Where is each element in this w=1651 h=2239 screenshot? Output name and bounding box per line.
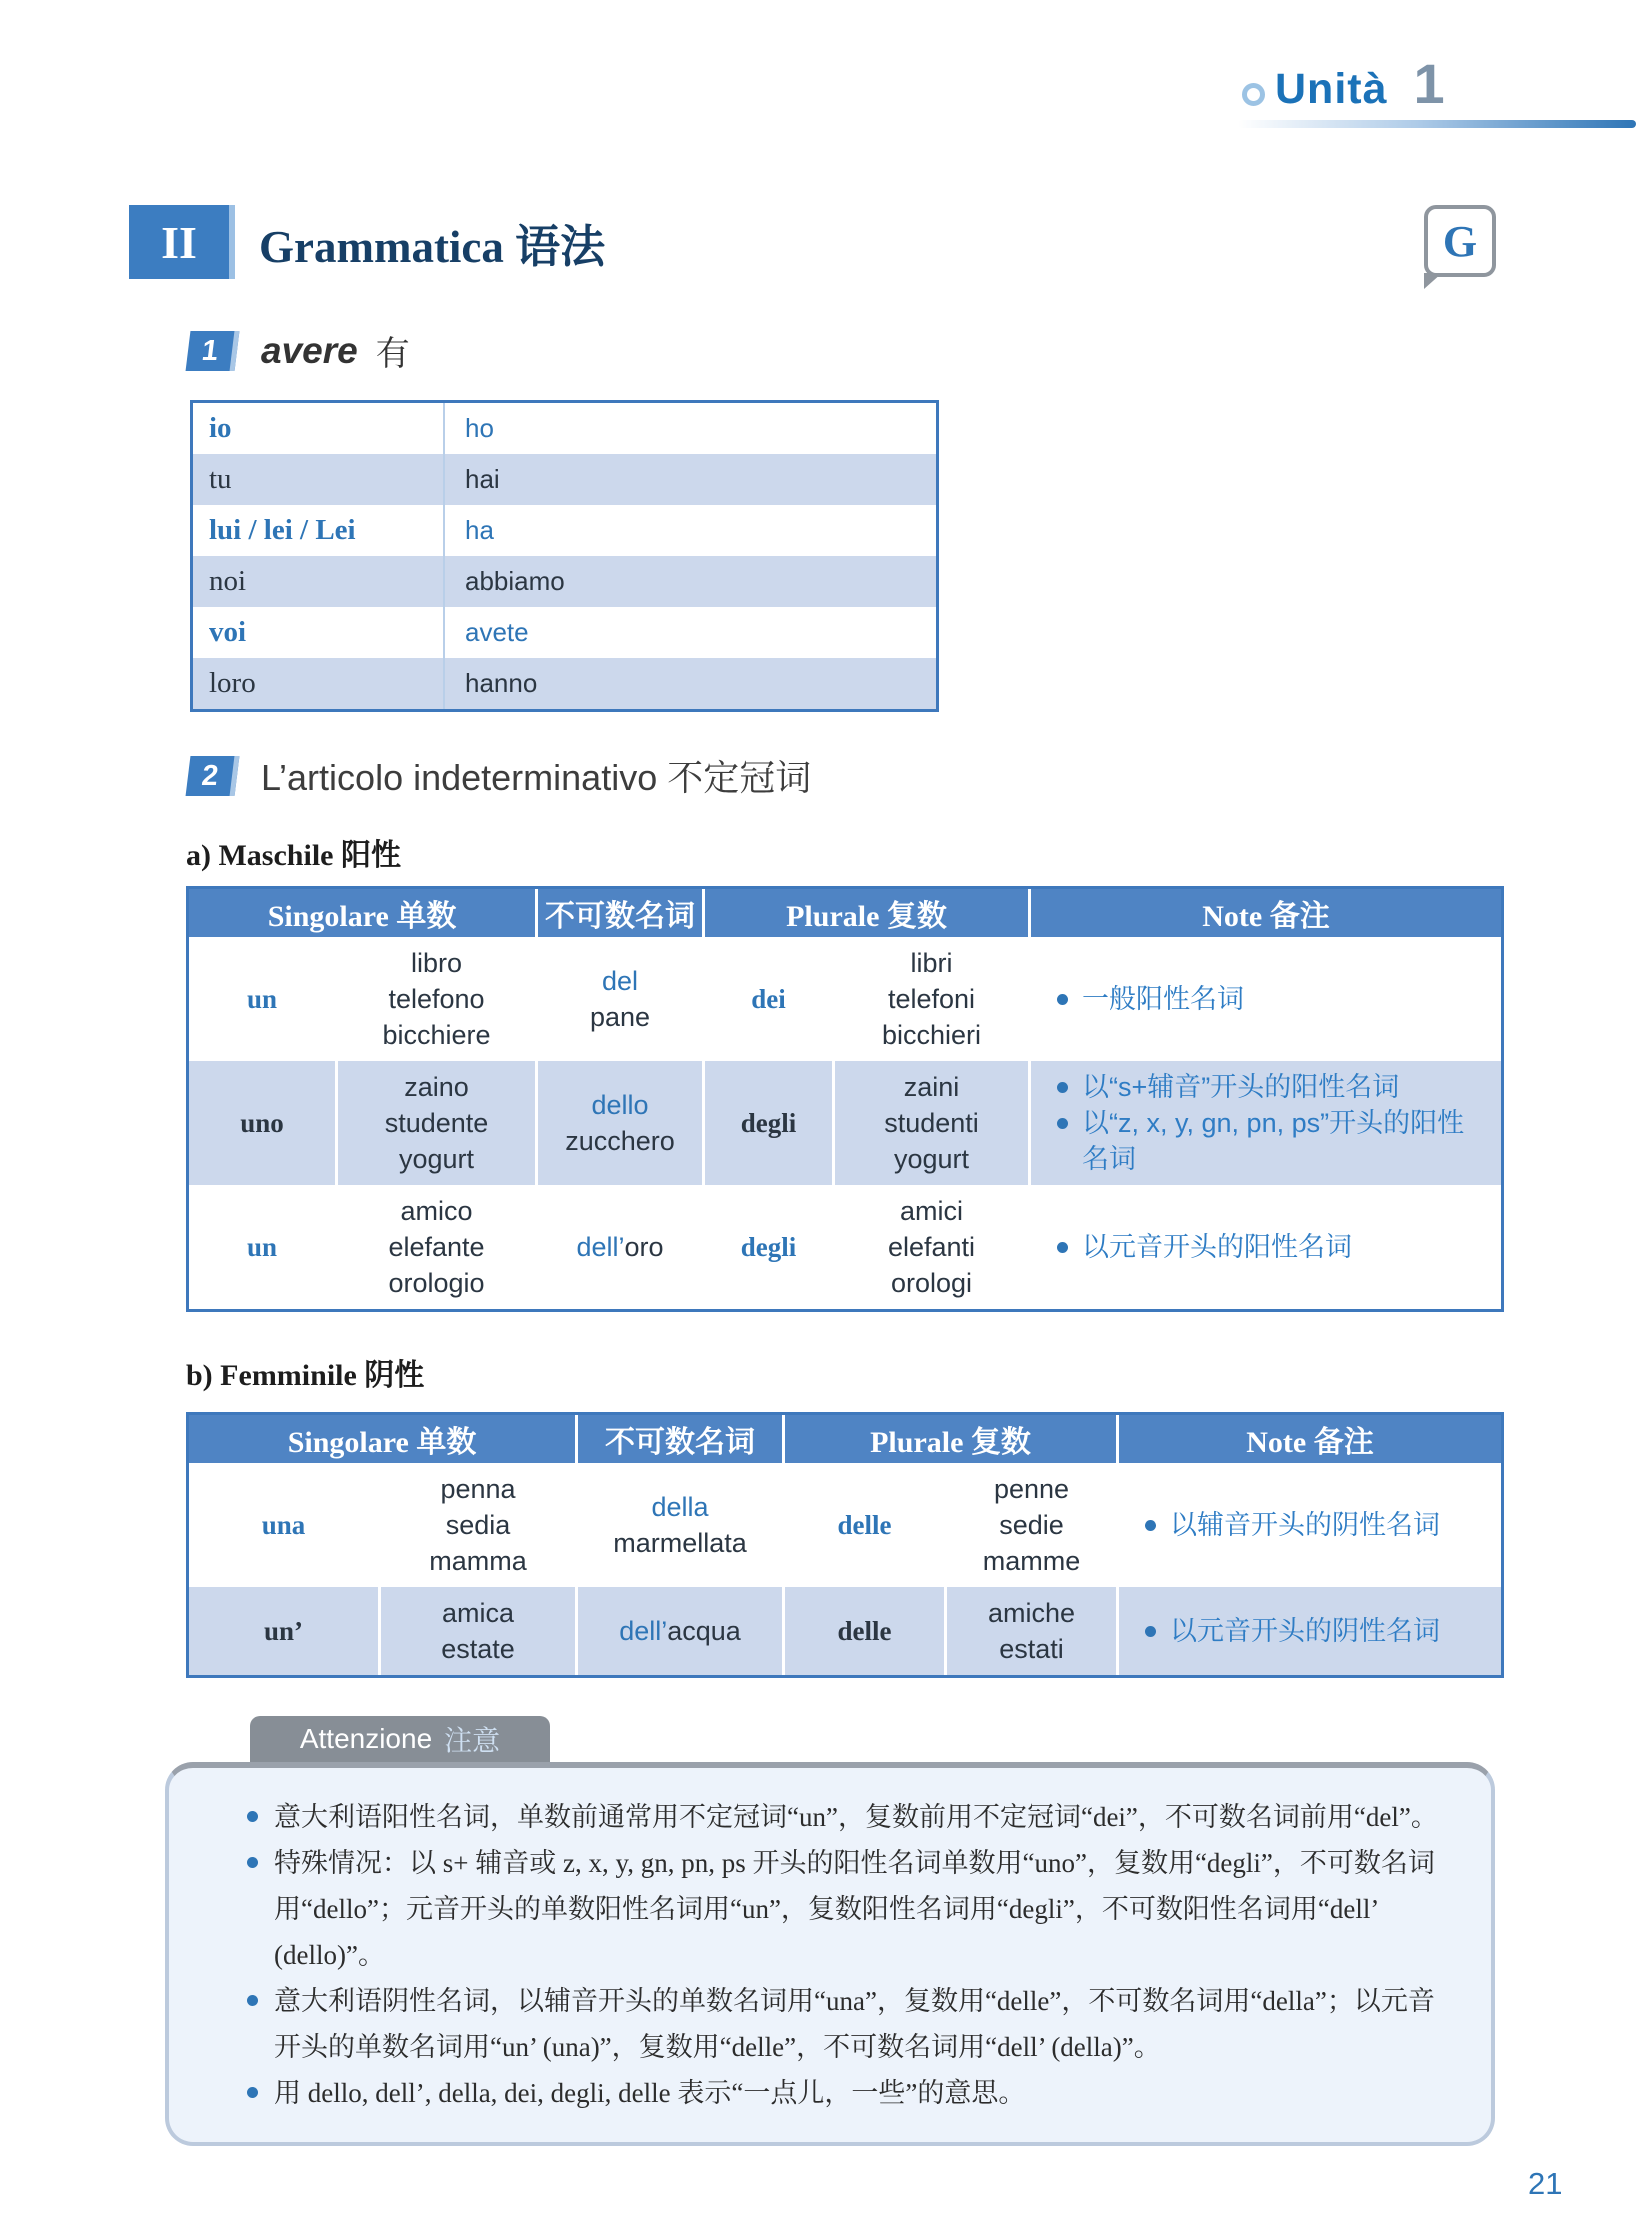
verb-form-cell: hai: [443, 454, 936, 505]
table-row: [189, 1185, 1501, 1309]
unit-header-row: [1238, 52, 1636, 115]
note-item: [247, 2070, 1447, 2116]
avere-title: avere: [261, 329, 358, 371]
attenzione-tab: [250, 1716, 550, 1762]
gradient-rule: [1238, 120, 1636, 128]
plural-article-cell: degli: [702, 1185, 832, 1309]
note-item: [1145, 1613, 1489, 1649]
uncountable-cell: [535, 1185, 702, 1309]
note-item: [1057, 1069, 1489, 1105]
bullet-icon: [247, 1857, 258, 1868]
example-word: telefono: [388, 984, 485, 1014]
note-text: 意大利语阴性名词，以辅音开头的单数名词用“una”，复数用“delle”，不可数名词用“della”；以元音开头的单数名词用“un’ (una)”，复数用“delle”，不可数名词用“dell’ (della)”。: [274, 1986, 1435, 2062]
notes-cell: [1028, 937, 1501, 1061]
verb-form-cell: hanno: [443, 658, 936, 709]
table-row: [189, 937, 1501, 1061]
table-row: [189, 1587, 1501, 1675]
plural-article-cell: delle: [782, 1587, 944, 1675]
uncountable-noun: zucchero: [565, 1126, 675, 1156]
example-word: mamme: [982, 1546, 1081, 1576]
column-header-uncountable: 不可数名词: [535, 889, 702, 937]
table-row: [193, 658, 936, 709]
column-header-note: Note 备注: [1028, 889, 1501, 937]
subsection-1-heading: [188, 326, 410, 375]
uncountable-article: della: [651, 1492, 709, 1522]
note-text: 以元音开头的阴性名词: [1170, 1616, 1441, 1646]
example-word: zaino: [404, 1072, 469, 1102]
unit-label: Unità: [1275, 65, 1388, 113]
note-item: [1057, 981, 1489, 1017]
article-cell: un: [189, 937, 335, 1061]
grammar-section-header: [129, 203, 1496, 281]
femminile-article-table: [186, 1412, 1504, 1678]
plural-article-cell: delle: [782, 1463, 944, 1587]
bullet-icon: [1057, 1118, 1068, 1129]
maschile-article-table: [186, 886, 1504, 1312]
note-item: [247, 1840, 1447, 1978]
uncountable-cell: [535, 1061, 702, 1185]
examples-cell: [378, 1587, 575, 1675]
example-word: sedia: [445, 1510, 511, 1540]
column-header-singolare: Singolare 单数: [189, 889, 535, 937]
note-item: [1057, 1105, 1489, 1177]
subsection-1-badge: 1: [186, 331, 240, 371]
verb-form-cell: ha: [443, 505, 936, 556]
example-word: elefante: [388, 1232, 485, 1262]
note-item: [1057, 1229, 1489, 1265]
plural-article-cell: degli: [702, 1061, 832, 1185]
notes-cell: [1116, 1463, 1501, 1587]
attenzione-label-cn: 注意: [444, 1725, 501, 1756]
grammar-magnifier-icon: G: [1424, 205, 1496, 277]
examples-cell: [335, 937, 535, 1061]
pronoun-cell: lui / lei / Lei: [193, 505, 443, 556]
uncountable-noun: acqua: [667, 1616, 741, 1646]
uncountable-inline: [578, 1613, 782, 1649]
example-word: bicchieri: [881, 1020, 982, 1050]
note-text: 以“s+辅音”开头的阳性名词: [1082, 1072, 1400, 1102]
uncountable-noun: pane: [589, 1002, 651, 1032]
bullet-icon: [247, 1995, 258, 2006]
pronoun-cell: tu: [193, 454, 443, 505]
page-number: 21: [1528, 2166, 1563, 2201]
article-cell: un: [189, 1185, 335, 1309]
examples-cell: [378, 1463, 575, 1587]
example-word: estati: [999, 1634, 1064, 1664]
table-row: [193, 607, 936, 658]
table-row: [193, 454, 936, 505]
note-text: 特殊情况：以 s+ 辅音或 z, x, y, gn, pn, ps 开头的阳性名词单数用“uno”，复数用“degli”，不可数名词用“dello”；元音开头的单数阳性名词用“un”，复数阳性名词用“degli”，不可数阳性名词用“dell’ (dello)”。: [274, 1848, 1435, 1970]
plural-examples-cell: [832, 1185, 1028, 1309]
subsection-2-heading: [188, 750, 811, 801]
notes-cell: [1028, 1185, 1501, 1309]
uncountable-article: dell’: [576, 1232, 625, 1262]
bullet-icon: [1145, 1626, 1156, 1637]
uncountable-article: dell’: [619, 1616, 668, 1646]
uncountable-cell: [535, 937, 702, 1061]
table-row: [193, 505, 936, 556]
note-item: [1145, 1507, 1489, 1543]
plural-examples-cell: [832, 1061, 1028, 1185]
example-word: estate: [441, 1634, 515, 1664]
note-text: 意大利语阳性名词，单数前通常用不定冠词“un”，复数前用不定冠词“dei”，不可数名词前用“del”。: [274, 1802, 1438, 1832]
example-word: zaini: [903, 1072, 960, 1102]
column-header-plurale: Plurale 复数: [782, 1415, 1116, 1463]
note-item: [247, 1794, 1447, 1840]
table-row: [189, 1061, 1501, 1185]
pronoun-cell: io: [193, 403, 443, 454]
example-word: elefanti: [887, 1232, 976, 1262]
column-header-uncountable: 不可数名词: [575, 1415, 782, 1463]
column-header-note: Note 备注: [1116, 1415, 1501, 1463]
circle-icon: [1242, 83, 1265, 106]
table-row: [193, 403, 936, 454]
example-word: studenti: [884, 1108, 979, 1138]
column-header-plurale: Plurale 复数: [702, 889, 1028, 937]
pronoun-cell: noi: [193, 556, 443, 607]
avere-title-cn: 有: [375, 335, 410, 373]
note-text: 以“z, x, y, gn, pn, ps”开头的阳性名词: [1082, 1108, 1465, 1174]
bullet-icon: [1057, 1242, 1068, 1253]
example-word: amica: [441, 1598, 515, 1628]
example-word: penne: [993, 1474, 1070, 1504]
example-word: yogurt: [398, 1144, 475, 1174]
bullet-icon: [1145, 1520, 1156, 1531]
example-word: libri: [910, 948, 953, 978]
plural-article-cell: dei: [702, 937, 832, 1061]
bullet-icon: [1057, 1082, 1068, 1093]
header-row: [189, 1415, 1501, 1463]
example-word: mamma: [429, 1546, 527, 1576]
pronoun-cell: loro: [193, 658, 443, 709]
bullet-icon: [1057, 994, 1068, 1005]
example-word: amici: [900, 1196, 964, 1226]
header-row: [189, 889, 1501, 937]
note-text: 用 dello, dell’, della, dei, degli, delle 表示“一点儿，一些”的意思。: [274, 2078, 1026, 2108]
maschile-label: a) Maschile 阳性: [186, 839, 401, 872]
table-row: [193, 556, 936, 607]
article-cell: uno: [189, 1061, 335, 1185]
unit-number: 1: [1413, 52, 1445, 115]
uncountable-noun: marmellata: [613, 1528, 747, 1558]
note-text: 以元音开头的阳性名词: [1082, 1232, 1353, 1262]
subsection-2-badge: 2: [186, 756, 240, 796]
uncountable-noun: oro: [624, 1232, 664, 1262]
example-word: amiche: [987, 1598, 1076, 1628]
attenzione-label: Attenzione: [299, 1723, 433, 1754]
subsection-2-title: L’articolo indeterminativo 不定冠词: [261, 757, 812, 798]
femminile-label: b) Femminile 阴性: [186, 1359, 425, 1392]
uncountable-cell: [575, 1587, 782, 1675]
example-word: amico: [400, 1196, 473, 1226]
example-word: telefoni: [887, 984, 976, 1014]
bullet-icon: [247, 1811, 258, 1822]
note-text: 一般阳性名词: [1082, 984, 1245, 1014]
pronoun-cell: voi: [193, 607, 443, 658]
plural-examples-cell: [944, 1587, 1116, 1675]
uncountable-cell: [575, 1463, 782, 1587]
bullet-icon: [247, 2087, 258, 2098]
example-word: bicchiere: [382, 1020, 491, 1050]
example-word: studente: [384, 1108, 489, 1138]
example-word: yogurt: [893, 1144, 970, 1174]
attenzione-box: [165, 1762, 1495, 2146]
note-item: [247, 1978, 1447, 2070]
example-word: orologi: [890, 1268, 973, 1298]
section-numeral: II: [129, 205, 235, 279]
uncountable-article: dello: [591, 1090, 649, 1120]
example-word: orologio: [388, 1268, 485, 1298]
examples-cell: [335, 1061, 535, 1185]
example-word: sedie: [999, 1510, 1064, 1540]
verb-form-cell: ho: [443, 403, 936, 454]
unit-header: [1238, 52, 1636, 128]
column-header-singolare: Singolare 单数: [189, 1415, 575, 1463]
uncountable-inline: [538, 1229, 702, 1265]
note-text: 以辅音开头的阴性名词: [1170, 1510, 1441, 1540]
table-row: [189, 1463, 1501, 1587]
section-title: Grammatica 语法: [259, 221, 606, 272]
notes-cell: [1028, 1061, 1501, 1185]
notes-cell: [1116, 1587, 1501, 1675]
article-cell: una: [189, 1463, 378, 1587]
verb-form-cell: avete: [443, 607, 936, 658]
article-cell: un’: [189, 1587, 378, 1675]
verb-form-cell: abbiamo: [443, 556, 936, 607]
plural-examples-cell: [944, 1463, 1116, 1587]
example-word: penna: [440, 1474, 516, 1504]
plural-examples-cell: [832, 937, 1028, 1061]
uncountable-article: del: [602, 966, 639, 996]
example-word: libro: [410, 948, 463, 978]
avere-conjugation-table: [190, 400, 939, 712]
examples-cell: [335, 1185, 535, 1309]
